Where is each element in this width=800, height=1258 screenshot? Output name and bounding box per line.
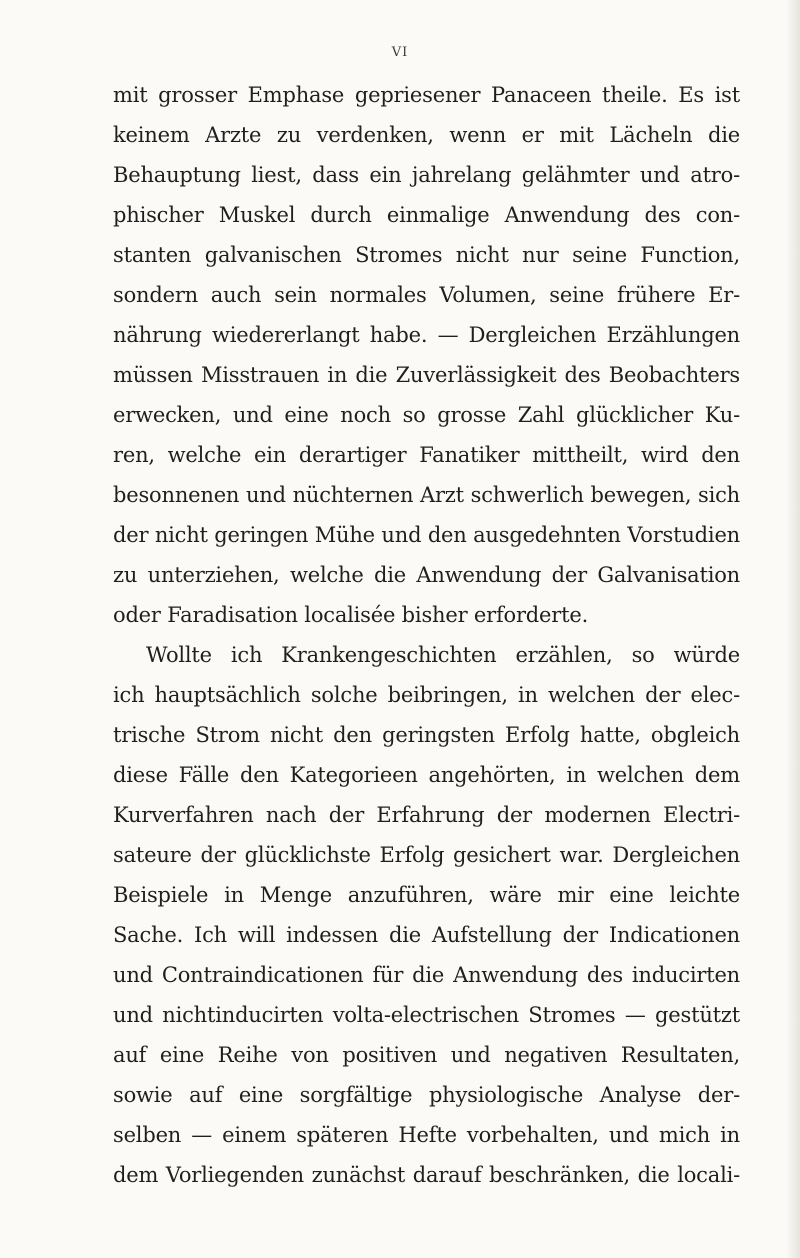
text-line: Kurverfahren nach der Erfahrung der modernen Electri-	[113, 803, 740, 827]
body-text	[113, 75, 740, 1195]
text-line: Sache. Ich will indessen die Aufstellung der Indicationen	[113, 923, 740, 947]
text-line: Behauptung liest, dass ein jahrelang gelähmter und atro-	[113, 163, 740, 187]
text-line: keinem Arzte zu verdenken, wenn er mit Lächeln die	[113, 123, 740, 147]
text-line: sondern auch sein normales Volumen, seine frühere Er-	[113, 283, 740, 307]
text-line: sateure der glücklichste Erfolg gesichert war. Dergleichen	[113, 843, 740, 867]
text-line: dem Vorliegenden zunächst darauf beschränken, die locali-	[113, 1163, 740, 1187]
text-line: trische Strom nicht den geringsten Erfolg hatte, obgleich	[113, 723, 740, 747]
text-line: Beispiele in Menge anzuführen, wäre mir eine leichte	[113, 883, 740, 907]
text-line: selben — einem späteren Hefte vorbehalten, und mich in	[113, 1123, 740, 1147]
text-line: müssen Misstrauen in die Zuverlässigkeit des Beobachters	[113, 363, 740, 387]
text-line: und Contraindicationen für die Anwendung des inducirten	[113, 963, 740, 987]
page-number: VI	[391, 45, 409, 60]
page-edge-shadow	[786, 0, 800, 1258]
text-line: ich hauptsächlich solche beibringen, in welchen der elec-	[113, 683, 740, 707]
text-line: auf eine Reihe von positiven und negativen Resultaten,	[113, 1043, 740, 1067]
text-line: der nicht geringen Mühe und den ausgedehnten Vorstudien	[113, 523, 740, 547]
text-line: nährung wiedererlangt habe. — Dergleichen Erzählungen	[113, 323, 740, 347]
text-line: stanten galvanischen Stromes nicht nur seine Function,	[113, 243, 740, 267]
text-line: phischer Muskel durch einmalige Anwendung des con-	[113, 203, 740, 227]
text-line: zu unterziehen, welche die Anwendung der Galvanisation	[113, 563, 740, 587]
text-line: diese Fälle den Kategorieen angehörten, in welchen dem	[113, 763, 740, 787]
paragraph-end-line: oder Faradisation localisée bisher erforderte.	[113, 603, 589, 627]
text-line: besonnenen und nüchternen Arzt schwerlich bewegen, sich	[113, 483, 740, 507]
text-line: mit grosser Emphase gepriesener Panaceen theile. Es ist	[113, 83, 740, 107]
text-line: ren, welche ein derartiger Fanatiker mittheilt, wird den	[113, 443, 740, 467]
text-line: erwecken, und eine noch so grosse Zahl glücklicher Ku-	[113, 403, 740, 427]
text-line: und nichtinducirten volta-electrischen Stromes — gestützt	[113, 1003, 740, 1027]
text-line: sowie auf eine sorgfältige physiologische Analyse der-	[113, 1083, 740, 1107]
paragraph-start-line: Wollte ich Krankengeschichten erzählen, so würde	[146, 643, 740, 667]
